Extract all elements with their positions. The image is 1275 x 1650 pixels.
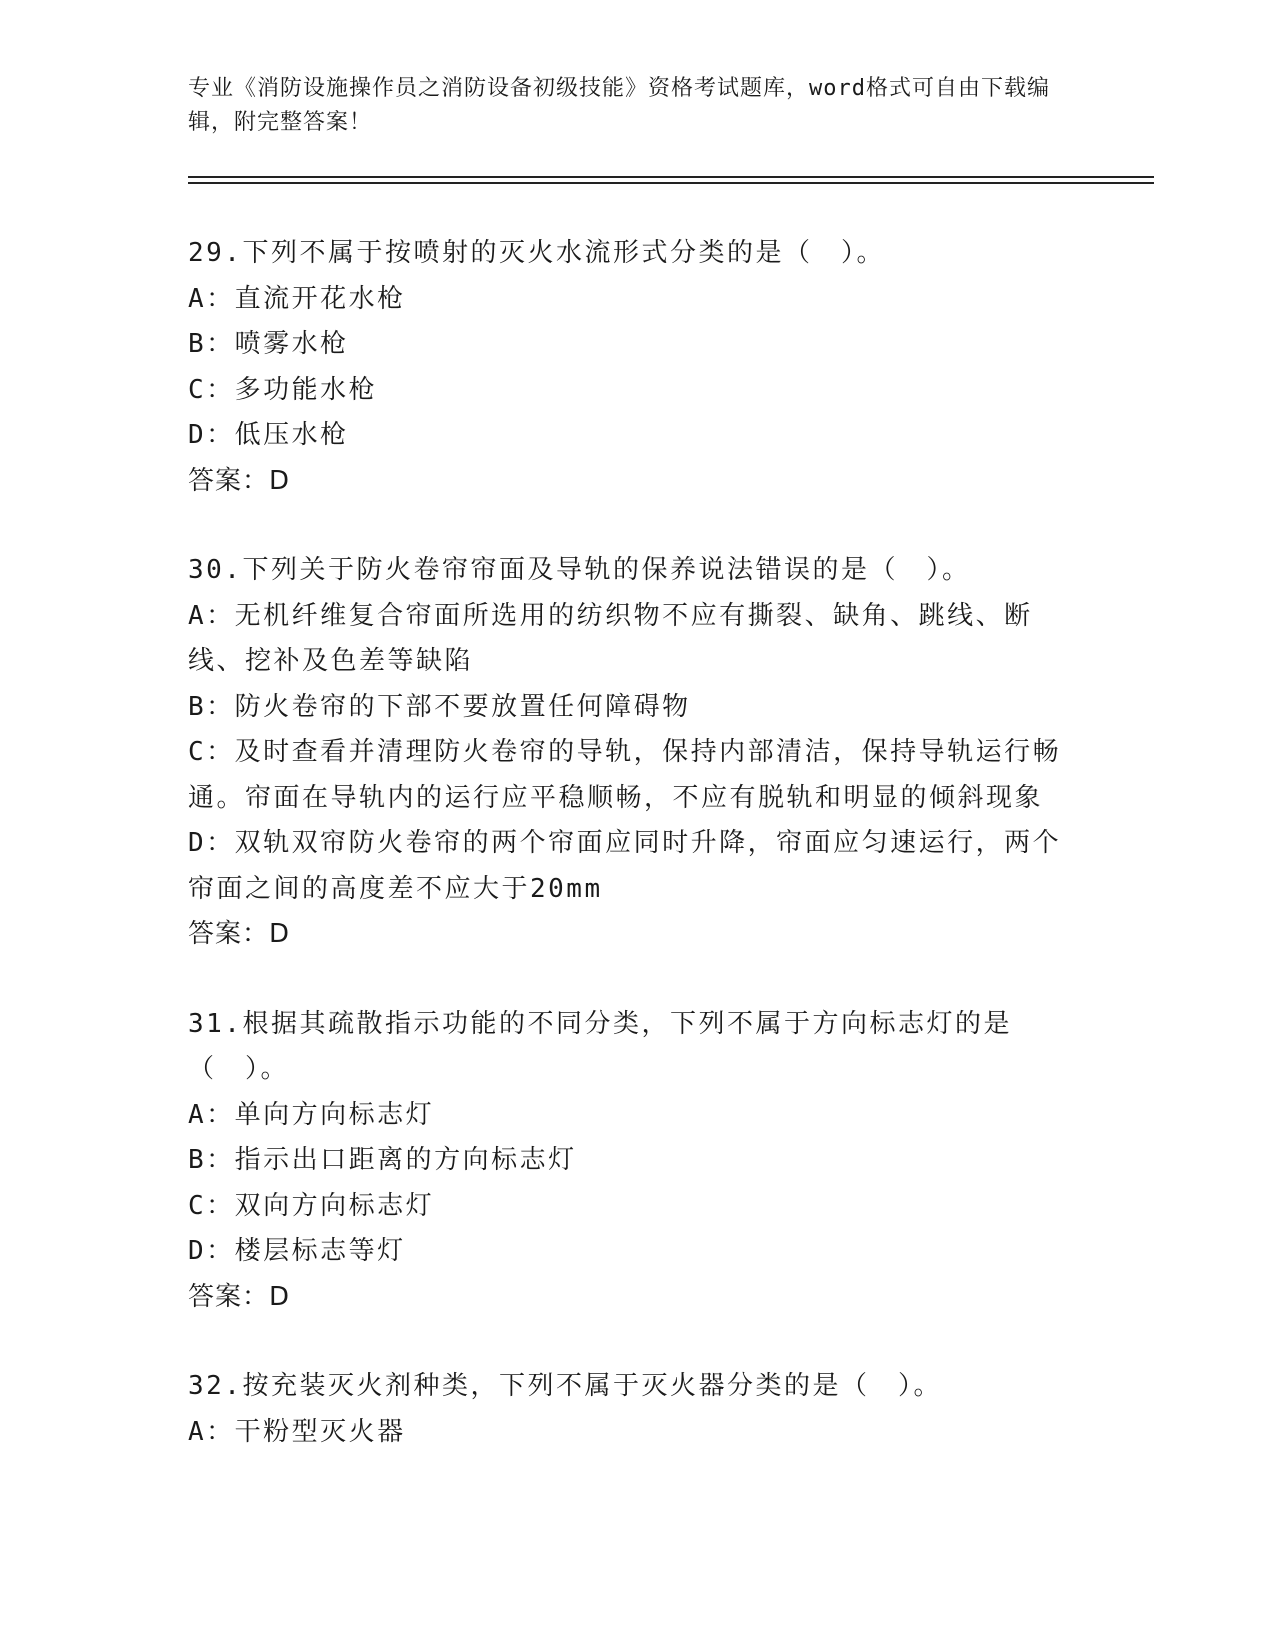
option-a: A：干粉型灭火器 (188, 1416, 406, 1447)
header-divider-bottom (188, 182, 1154, 184)
question-31 (188, 1002, 1078, 1321)
question-32 (188, 1364, 1078, 1455)
option-a: A：单向方向标志灯 (188, 1099, 435, 1130)
question-list (188, 231, 1078, 1499)
document-header: 专业《消防设施操作员之消防设备初级技能》资格考试题库，word格式可自由下载编辑，附完整答案！ (188, 76, 1050, 135)
question-stem: 29.下列不属于按喷射的灭火水流形式分类的是（ ）。 (188, 238, 885, 268)
question-stem: 30.下列关于防火卷帘帘面及导轨的保养说法错误的是（ ）。 (188, 555, 971, 585)
option-b: B：防火卷帘的下部不要放置任何障碍物 (188, 691, 691, 722)
answer-line: 答案：D (188, 465, 291, 496)
question-stem: 32.按充装灭火剂种类，下列不属于灭火器分类的是（ ）。 (188, 1371, 942, 1401)
question-30 (188, 548, 1078, 958)
option-d: D：双轨双帘防火卷帘的两个帘面应同时升降，帘面应匀速运行，两个帘面之间的高度差不应大于20mm (188, 828, 1062, 904)
option-c: C：双向方向标志灯 (188, 1190, 435, 1221)
header-divider-top (188, 176, 1154, 178)
option-d: D：楼层标志等灯 (188, 1236, 406, 1266)
option-c: C：及时查看并清理防火卷帘的导轨，保持内部清洁，保持导轨运行畅通。帘面在导轨内的运行应平稳顺畅，不应有脱轨和明显的倾斜现象 (188, 737, 1062, 813)
answer-line: 答案：D (188, 919, 291, 949)
option-a: A：无机纤维复合帘面所选用的纺织物不应有撕裂、缺角、跳线、断线、挖补及色差等缺陷 (188, 600, 1033, 676)
option-d: D：低压水枪 (188, 420, 349, 450)
option-c: C：多功能水枪 (188, 374, 378, 405)
answer-line: 答案：D (188, 1281, 291, 1312)
question-stem: 31.根据其疏散指示功能的不同分类，下列不属于方向标志灯的是（ ）。 (188, 1008, 1012, 1084)
option-b: B：指示出口距离的方向标志灯 (188, 1145, 577, 1175)
option-a: A：直流开花水枪 (188, 283, 406, 314)
question-29 (188, 231, 1078, 504)
option-b: B：喷雾水枪 (188, 329, 349, 359)
